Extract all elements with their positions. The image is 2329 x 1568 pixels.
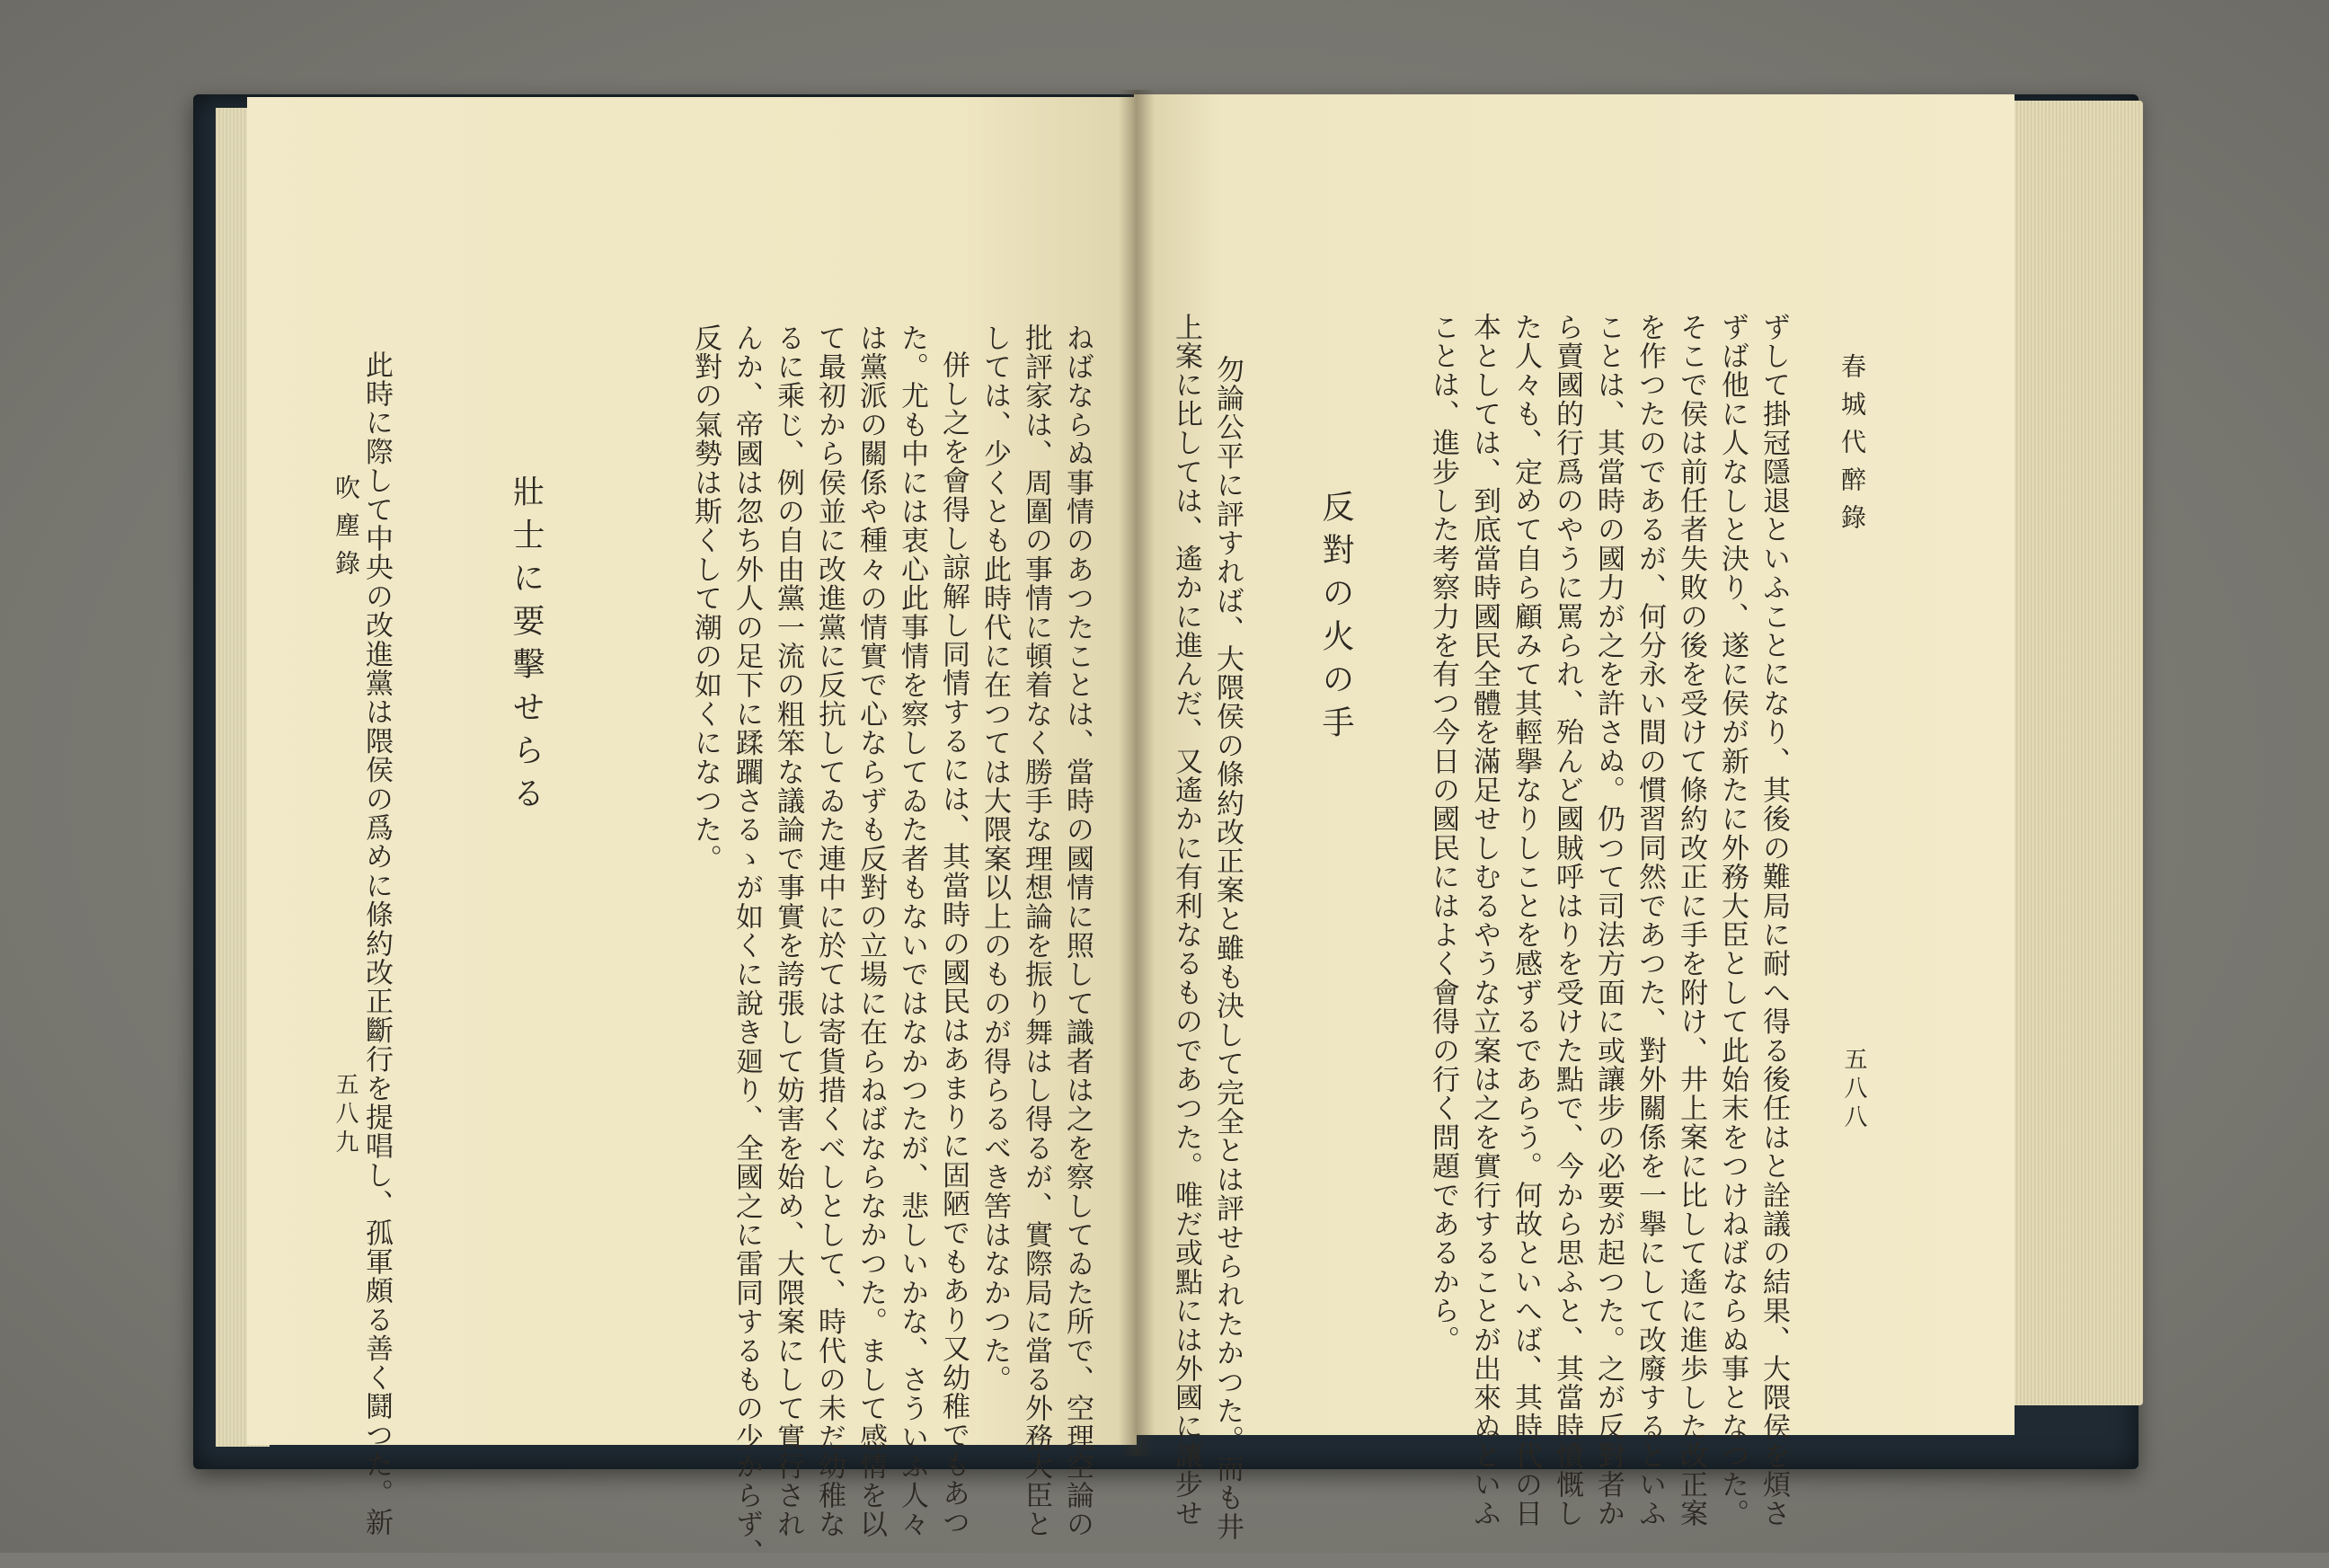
body-column: 勿論公平に評すれば、大隈侯の條約改正案と雖も決して完全とは評せられたかつた。而も井 bbox=[1211, 355, 1244, 1542]
body-column: 反對の氣勢は斯くして潮の如くになつた。 bbox=[689, 323, 722, 873]
body-column: は黨派の關係や種々の情實で心ならずも反對の立場に在らねばならなかつた。まして感情を以 bbox=[855, 323, 887, 1539]
body-column: そこで侯は前任者失敗の後を受けて條約改正に手を附け、井上案に比して遙に進歩した改正案 bbox=[1675, 313, 1707, 1528]
running-title: 春城代醉錄 bbox=[1838, 353, 1867, 542]
body-column: て最初から侯並に改進黨に反抗してゐた連中に於ては寄貨措くべしとして、時代の未だ幼稚な bbox=[813, 323, 846, 1539]
body-column: ねばならぬ事情のあつたことは、當時の國情に照して識者は之を察してゐた所で、空理空論の bbox=[1061, 323, 1094, 1539]
body-column: るに乘じ、例の自由黨一流の粗笨な議論で事實を誇張して妨害を始め、大隈案にして實行され bbox=[772, 323, 804, 1539]
book-gutter bbox=[1119, 90, 1155, 1456]
running-title: 吹塵錄 bbox=[332, 474, 361, 588]
section-heading: 壯士に要擊せらる bbox=[508, 474, 545, 819]
page-number: 五八八 bbox=[1840, 1047, 1867, 1133]
body-column: しては、少くとも此時代に在つては大隈案以上のものが得らるべき筈はなかつた。 bbox=[979, 323, 1011, 1395]
body-column: 併し之を會得し諒解し同情するには、其當時の國民はあまりに固陋でもあり又幼稚でもあつ bbox=[937, 350, 970, 1537]
body-column: ことは、其當時の國力が之を許さぬ。仍つて司法方面に或讓步の必要が起つた。之が反對者か bbox=[1592, 313, 1625, 1528]
left-page bbox=[247, 97, 1137, 1568]
section-heading: 反對の火の手 bbox=[1317, 490, 1354, 749]
body-column: た。尤も中には衷心此事情を察してゐた者もないではなかつたが、悲しいかな、さういふ人々 bbox=[896, 323, 928, 1539]
body-column: 此時に際して中央の改進黨は隈侯の爲めに條約改正斷行を提唱し、孤軍頗る善く鬪つた。新 bbox=[360, 350, 393, 1537]
page-edges-right bbox=[1999, 101, 2143, 1405]
body-column: ことは、進步した考察力を有つ今日の國民にはよく會得の行く問題であるから。 bbox=[1427, 313, 1459, 1355]
body-column: 批評家は、周圍の事情に頓着なく勝手な理想論を振り舞はし得るが、實際局に當る外務大臣と bbox=[1020, 323, 1052, 1539]
right-page bbox=[1134, 94, 2015, 1542]
body-column: 本としては、到底當時國民全體を滿足せしむるやうな立案は之を實行することが出來ぬといふ bbox=[1468, 313, 1501, 1528]
body-column: んか、帝國は忽ち外人の足下に蹂躙さるゝが如くに說き廻り、全國之に雷同するもの少からず、 bbox=[731, 323, 763, 1568]
body-column: た人々も、定めて自ら顧みて其輕擧なりしことを感ずるであらう。何故といへば、其時代の日 bbox=[1510, 313, 1542, 1528]
body-column: 上案に比しては、遙かに進んだ、又遙かに有利なるものであつた。唯だ或點には外國に讓步せ bbox=[1170, 313, 1202, 1528]
body-column: を作つたのであるが、何分永い間の慣習同然であつた、對外關係を一擧にして改廢するといふ bbox=[1634, 313, 1666, 1528]
body-column: ずして掛冠隱退といふことになり、其後の難局に耐へ得る後任はと詮議の結果、大隈侯を煩さ bbox=[1758, 313, 1790, 1528]
body-column: ら賣國的行爲のやうに罵られ、殆んど國賊呼はりを受けた點で、今から思ふと、其當時憤慨し bbox=[1551, 313, 1583, 1528]
body-column: ずば他に人なしと決り、遂に侯が新たに外務大臣として此始末をつけねばならぬ事となつた。 bbox=[1716, 313, 1749, 1528]
page-number: 五八九 bbox=[332, 1072, 359, 1158]
